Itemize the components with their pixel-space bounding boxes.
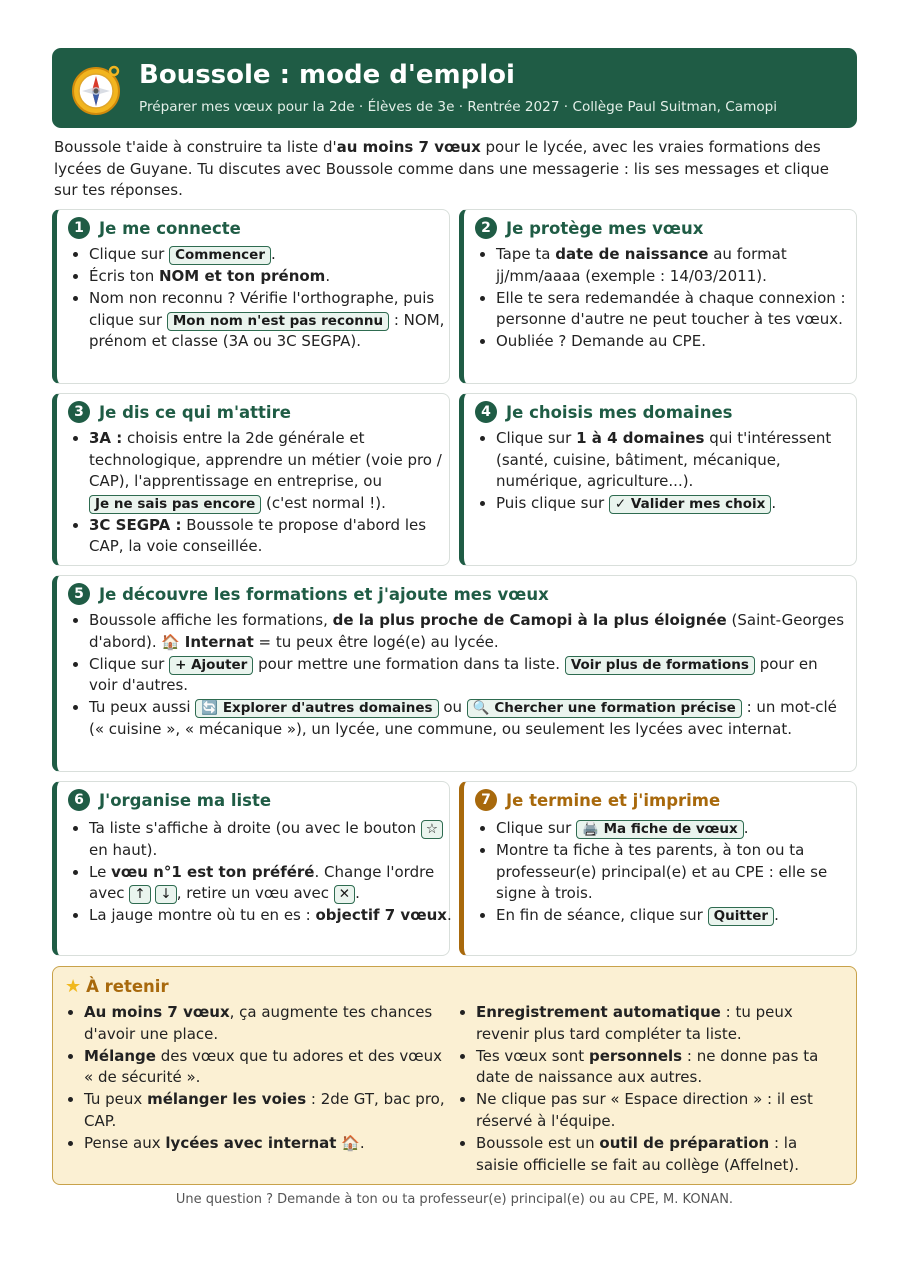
star-icon: ★ <box>65 976 82 997</box>
step-title: 6 J'organise ma liste <box>68 789 271 811</box>
validate-choices-button[interactable]: ✓ Valider mes choix <box>609 495 771 514</box>
list-item: • Enregistrement automatique : tu peux revenir plus tard compléter ta liste. <box>476 1002 844 1045</box>
name-not-recognized-button[interactable]: Mon nom n'est pas reconnu <box>167 312 389 331</box>
step-list <box>70 610 849 741</box>
footer-note: Une question ? Demande à ton ou ta professeur(e) principal(e) ou au CPE, M. KONAN. <box>175 1192 734 1207</box>
step-number-badge: 1 <box>68 217 90 239</box>
step-list <box>70 818 459 927</box>
list-item: • Tu peux mélanger les voies : 2de GT, bac pro, CAP. <box>84 1089 448 1132</box>
list-item: • Clique sur 🖨️ Ma fiche de vœux . <box>496 818 866 840</box>
step-number-badge: 2 <box>475 217 497 239</box>
move-up-button[interactable]: ↑ <box>129 885 150 904</box>
list-item: • Boussole affiche les formations, de la plus proche de Camopi à la plus éloignée (Saint-Georges d'abord). 🏠 Internat = tu peux être logé(e) au lycée. <box>89 610 849 653</box>
list-item: • 3C SEGPA : Boussole te propose d'abord les CAP, la voie conseillée. <box>89 515 459 558</box>
list-item: • Tes vœux sont personnels : ne donne pas ta date de naissance aux autres. <box>476 1046 844 1089</box>
step-list <box>477 818 866 927</box>
step-title: 5 Je découvre les formations et j'ajoute mes vœux <box>68 583 549 605</box>
list-item: • Clique sur + Ajouter pour mettre une formation dans ta liste. Voir plus de formations pour en voir d'autres. <box>89 654 849 697</box>
step-list <box>70 428 459 559</box>
list-item: • La jauge montre où tu en es : objectif 7 vœux. <box>89 905 459 927</box>
list-item: • Elle te sera redemandée à chaque connexion : personne d'autre ne peut toucher à tes vœux. <box>496 288 858 331</box>
step-title: 2 Je protège mes vœux <box>475 217 703 239</box>
quit-button[interactable]: Quitter <box>708 907 774 926</box>
page-subtitle: Préparer mes vœux pour la 2de · Élèves de 3e · Rentrée 2027 · Collège Paul Suitman, Camopi <box>139 99 778 115</box>
step-card-1 <box>52 209 450 384</box>
step-card-6 <box>52 781 450 956</box>
list-item: • Ta liste s'affiche à droite (ou avec le bouton ☆ en haut). <box>89 818 459 861</box>
list-item: • Au moins 7 vœux, ça augmente tes chances d'avoir une place. <box>84 1002 448 1045</box>
step-list <box>477 244 858 353</box>
step-title: 3 Je dis ce qui m'attire <box>68 401 291 423</box>
list-item: • Nom non reconnu ? Vérifie l'orthographe, puis clique sur Mon nom n'est pas reconnu : NOM, prénom et classe (3A ou 3C SEGPA). <box>89 288 451 353</box>
step-number-badge: 5 <box>68 583 90 605</box>
page-title: Boussole : mode d'emploi <box>139 60 515 90</box>
key-points-title: ★ À retenir <box>65 976 169 997</box>
list-item: • Tape ta date de naissance au format jj/mm/aaaa (exemple : 14/03/2011). <box>496 244 858 287</box>
key-points-right-list <box>457 1002 844 1177</box>
key-points-box <box>52 966 857 1185</box>
key-points-left-list <box>65 1002 448 1155</box>
step-list <box>70 244 451 353</box>
compass-icon <box>69 62 123 116</box>
list-item: • 3A : choisis entre la 2de générale et technologique, apprendre un métier (voie pro / CAP), l'apprentissage en entreprise, ou Je ne sais pas encore (c'est normal !). <box>89 428 459 514</box>
step-number-badge: 3 <box>68 401 90 423</box>
search-formation-button[interactable]: 🔍 Chercher une formation précise <box>467 699 742 718</box>
intro-text: Boussole t'aide à construire ta liste d'au moins 7 vœux pour le lycée, avec les vraies formations des lycées de Guyane. Tu discutes avec Boussole comme dans une messagerie : lis ses messages et clique sur tes réponses. <box>54 138 829 199</box>
step-number-badge: 6 <box>68 789 90 811</box>
list-item: • Montre ta fiche à tes parents, à ton ou ta professeur(e) principal(e) et au CPE : elle se signe à trois. <box>496 840 866 905</box>
list-item: • Pense aux lycées avec internat 🏠. <box>84 1133 448 1155</box>
not-sure-yet-button[interactable]: Je ne sais pas encore <box>89 495 261 514</box>
remove-button[interactable]: ✕ <box>334 885 355 904</box>
start-button[interactable]: Commencer <box>169 246 271 265</box>
list-item: • Ne clique pas sur « Espace direction » : il est réservé à l'équipe. <box>476 1089 844 1132</box>
list-item: • Puis clique sur ✓ Valider mes choix . <box>496 493 866 515</box>
star-list-button[interactable]: ☆ <box>421 820 443 839</box>
step-card-3 <box>52 393 450 566</box>
add-button[interactable]: + Ajouter <box>169 656 253 675</box>
step-card-5 <box>52 575 857 772</box>
list-item: • Tu peux aussi 🔄 Explorer d'autres domaines ou 🔍 Chercher une formation précise : un mot-clé (« cuisine », « mécanique »), un lycée, une commune, ou seulement les lycées avec internat. <box>89 697 849 740</box>
step-number-badge: 7 <box>475 789 497 811</box>
move-down-button[interactable]: ↓ <box>155 885 176 904</box>
step-card-2 <box>459 209 857 384</box>
step-title: 4 Je choisis mes domaines <box>475 401 732 423</box>
step-title: 1 Je me connecte <box>68 217 241 239</box>
list-item: • Le vœu n°1 est ton préféré. Change l'ordre avec ↑ ↓ , retire un vœu avec ✕ . <box>89 862 459 905</box>
explore-domains-button[interactable]: 🔄 Explorer d'autres domaines <box>195 699 438 718</box>
list-item: • Boussole est un outil de préparation : la saisie officielle se fait au collège (Affelnet). <box>476 1133 844 1176</box>
list-item: • Écris ton NOM et ton prénom. <box>89 266 451 288</box>
list-item: • En fin de séance, clique sur Quitter . <box>496 905 866 927</box>
step-card-7 <box>459 781 857 956</box>
step-list <box>477 428 866 515</box>
step-card-4 <box>459 393 857 566</box>
list-item: • Mélange des vœux que tu adores et des vœux « de sécurité ». <box>84 1046 448 1089</box>
print-sheet-button[interactable]: 🖨️ Ma fiche de vœux <box>576 820 744 839</box>
step-number-badge: 4 <box>475 401 497 423</box>
list-item: • Clique sur Commencer . <box>89 244 451 266</box>
list-item: • Oubliée ? Demande au CPE. <box>496 331 858 353</box>
page-header <box>52 48 857 128</box>
list-item: • Clique sur 1 à 4 domaines qui t'intéressent (santé, cuisine, bâtiment, mécanique, numérique, agriculture...). <box>496 428 866 493</box>
see-more-formations-button[interactable]: Voir plus de formations <box>565 656 755 675</box>
step-title: 7 Je termine et j'imprime <box>475 789 720 811</box>
